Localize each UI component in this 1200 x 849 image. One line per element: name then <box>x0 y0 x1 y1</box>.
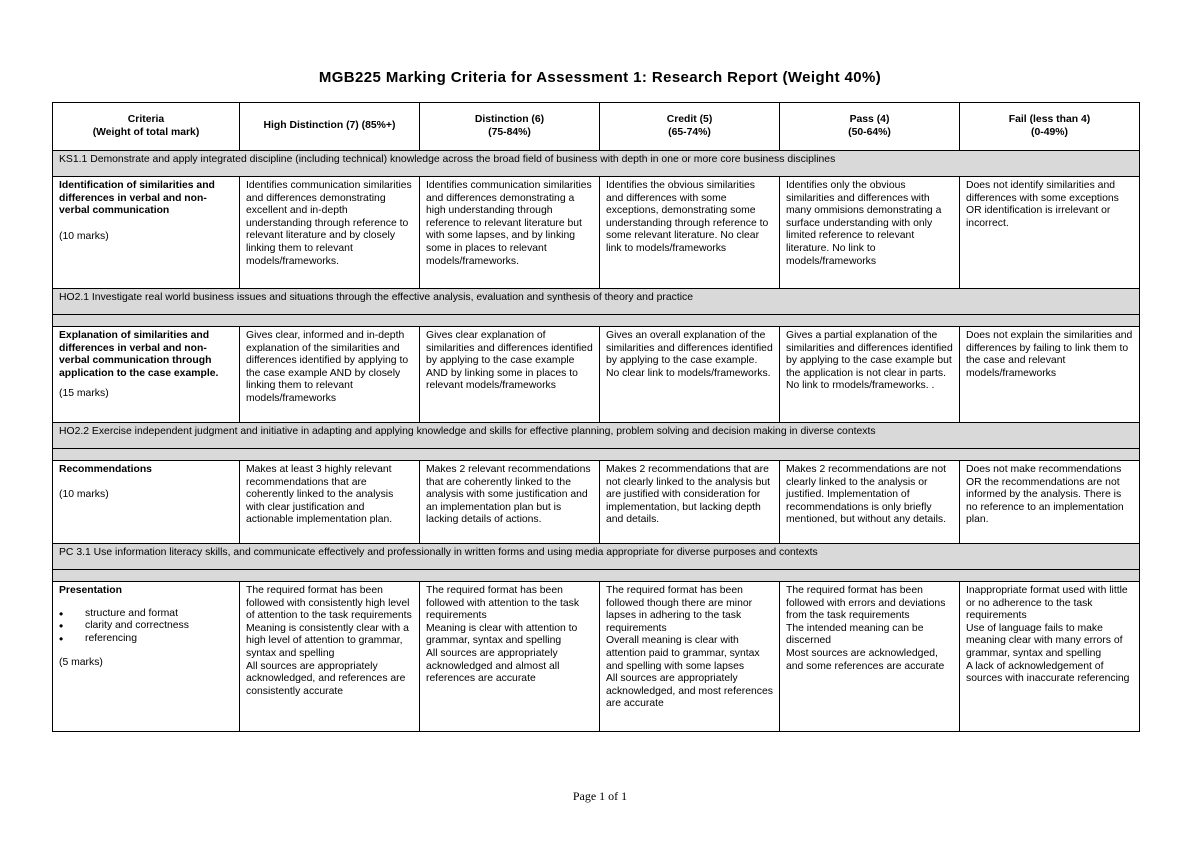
criterion-row <box>53 461 1140 544</box>
header-row <box>53 103 1140 151</box>
header-credit: Credit (5) (65-74%) <box>600 103 780 151</box>
level-distinction: The required format has been followed with attention to the task requirements Meaning is clear with attention to grammar, syntax and spelling All sources are appropriately acknowledged and almost all references are accurate <box>420 582 600 732</box>
section-heading-row <box>53 423 1140 449</box>
presentation-subcriteria-list <box>59 608 233 646</box>
criterion-cell <box>53 327 240 423</box>
criterion-cell <box>53 177 240 289</box>
section-heading-row <box>53 289 1140 315</box>
level-credit: Identifies the obvious similarities and differences with some exceptions, demonstrating some understanding through reference to some relevant literature. No clear link to models/frameworks <box>600 177 780 289</box>
document-title: MGB225 Marking Criteria for Assessment 1: Research Report (Weight 40%) <box>318 69 882 86</box>
list-item: • referencing <box>59 633 233 646</box>
header-fail: Fail (less than 4) (0-49%) <box>960 103 1140 151</box>
level-fail: Does not identify similarities and differences with some exceptions OR identification is irrelevant or incorrect. <box>960 177 1140 289</box>
level-high-distinction: Makes at least 3 highly relevant recommendations that are coherently linked to the analysis with clear justification and actionable implementation plan. <box>240 461 420 544</box>
section-heading: KS1.1 Demonstrate and apply integrated discipline (including technical) knowledge across the broad field of business with depth in one or more core business disciplines <box>53 151 1140 177</box>
level-fail: Inappropriate format used with little or no adherence to the task requirements Use of language fails to make meaning clear with many errors of grammar, syntax and spelling A lack of acknowledgement of sources with inaccurate referencing <box>960 582 1140 732</box>
marking-criteria-table <box>52 102 1140 732</box>
section-heading: HO2.1 Investigate real world business issues and situations through the effective analysis, evaluation and synthesis of theory and practice <box>53 289 1140 315</box>
level-high-distinction: Identifies communication similarities and differences demonstrating excellent and in-depth understanding through reference to relevant literature and by closely linking them to relevant models/frameworks. <box>240 177 420 289</box>
criterion-row <box>53 177 1140 289</box>
header-pass: Pass (4) (50-64%) <box>780 103 960 151</box>
level-fail: Does not explain the similarities and differences by failing to link them to the case and relevant models/frameworks <box>960 327 1140 423</box>
criterion-cell <box>53 461 240 544</box>
spacer-cell <box>53 570 1140 582</box>
list-item: • structure and format <box>59 608 233 621</box>
spacer-row <box>53 315 1140 327</box>
level-high-distinction: The required format has been followed with consistently high level of attention to the task requirements Meaning is consistently clear with a high level of attention to grammar, syntax and spelling All sources are appropriately acknowledged, and references are consistently accurate <box>240 582 420 732</box>
level-pass: The required format has been followed with errors and deviations from the task requirements The intended meaning can be discerned Most sources are acknowledged, and some references are accurate <box>780 582 960 732</box>
level-credit: Makes 2 recommendations that are not clearly linked to the analysis but are justified with consideration for implementation, but lacking depth and details. <box>600 461 780 544</box>
section-heading: PC 3.1 Use information literacy skills, and communicate effectively and professionally in written forms and using media appropriate for diverse purposes and contexts <box>53 544 1140 570</box>
level-pass: Identifies only the obvious similarities and differences with many ommisions demonstrating a surface understanding with only limited reference to relevant literature. No link to models/frameworks <box>780 177 960 289</box>
criterion-marks: (5 marks) <box>59 657 103 669</box>
level-fail: Does not make recommendations OR the recommendations are not informed by the analysis. There is no reference to an implementation plan. <box>960 461 1140 544</box>
section-heading-row <box>53 544 1140 570</box>
section-heading-row <box>53 151 1140 177</box>
criterion-marks: (10 marks) <box>59 230 109 242</box>
level-high-distinction: Gives clear, informed and in-depth explanation of the similarities and differences identified by applying to the case example AND by closely linking them to relevant models/frameworks <box>240 327 420 423</box>
criterion-marks: (10 marks) <box>59 488 109 500</box>
criterion-title: Recommendations <box>59 464 152 475</box>
level-credit: The required format has been followed though there are minor lapses in adhering to the task requirements Overall meaning is clear with attention paid to grammar, syntax and spelling with some lapses All sources are appropriately acknowledged, and most references are accurate <box>600 582 780 732</box>
criterion-cell <box>53 582 240 732</box>
criterion-row <box>53 327 1140 423</box>
page-number: Page 1 of 1 <box>572 789 628 803</box>
level-credit: Gives an overall explanation of the similarities and differences identified by applying to the case example. No clear link to models/frameworks. <box>600 327 780 423</box>
criterion-marks: (15 marks) <box>59 388 109 400</box>
list-item: • clarity and correctness <box>59 620 233 633</box>
criterion-title: Explanation of similarities and differences in verbal and non-verbal communication through application to the case example. <box>59 330 219 379</box>
criterion-row <box>53 582 1140 732</box>
level-pass: Makes 2 recommendations are not clearly linked to the analysis or justified. Implementation of recommendations is only briefly mentioned, but without any details. <box>780 461 960 544</box>
spacer-row <box>53 449 1140 461</box>
level-distinction: Gives clear explanation of similarities and differences identified by applying to the case example AND by linking some in places to relevant models/frameworks <box>420 327 600 423</box>
header-criteria: Criteria (Weight of total mark) <box>53 103 240 151</box>
level-distinction: Makes 2 relevant recommendations that are coherently linked to the analysis with some justification and an implementation plan but is lacking details of actions. <box>420 461 600 544</box>
spacer-cell <box>53 315 1140 327</box>
level-distinction: Identifies communication similarities and differences demonstrating a high understanding through reference to relevant literature but with some lapses, and by linking some in places to relevant models/frameworks. <box>420 177 600 289</box>
spacer-row <box>53 570 1140 582</box>
header-high-distinction: High Distinction (7) (85%+) <box>240 103 420 151</box>
header-distinction: Distinction (6) (75-84%) <box>420 103 600 151</box>
criterion-title: Identification of similarities and differences in verbal and non-verbal communication <box>59 180 215 217</box>
level-pass: Gives a partial explanation of the similarities and differences identified by applying to the case example but the application is not clear in parts. No link to rmodels/frameworks. . <box>780 327 960 423</box>
spacer-cell <box>53 449 1140 461</box>
section-heading: HO2.2 Exercise independent judgment and initiative in adapting and applying knowledge and skills for effective planning, problem solving and decision making in diverse contexts <box>53 423 1140 449</box>
criterion-title: Presentation <box>59 585 122 596</box>
